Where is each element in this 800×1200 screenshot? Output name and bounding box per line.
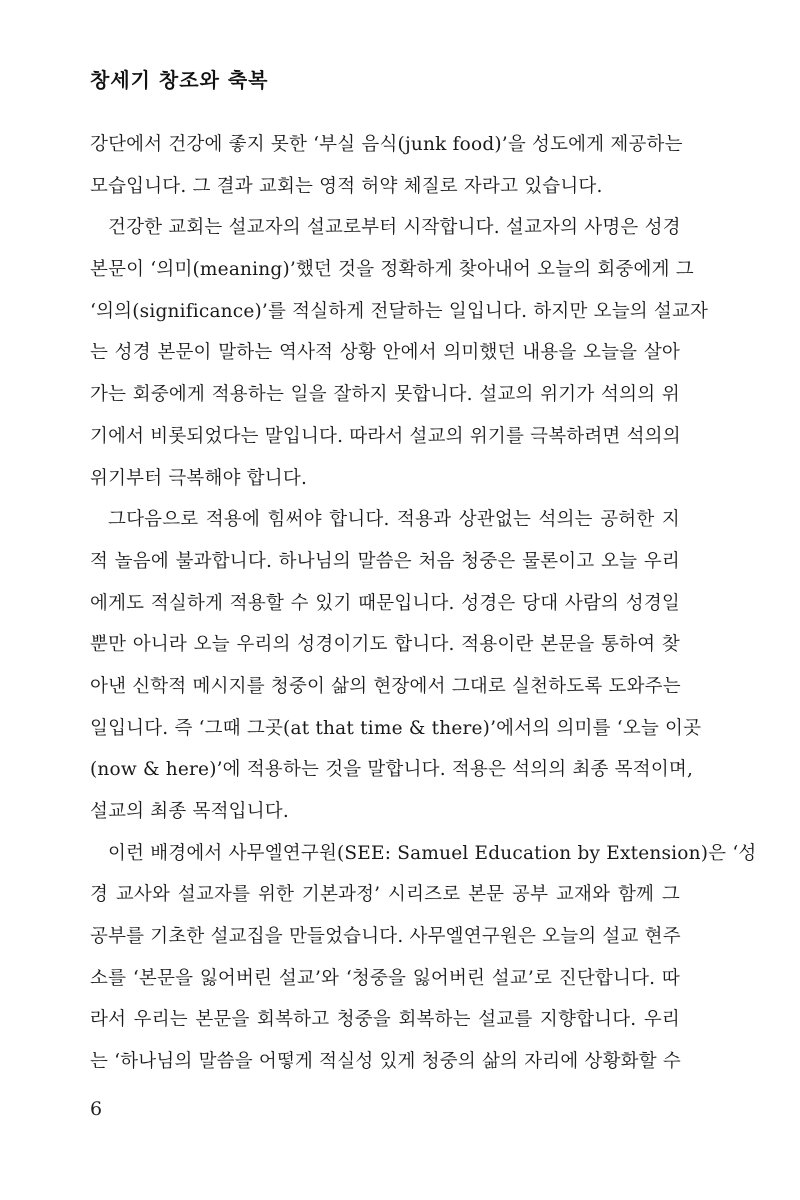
page-number: 6	[90, 1098, 103, 1120]
text-line: 라서 우리는 본문을 회복하고 청중을 회복하는 설교를 지향합니다. 우리	[90, 1009, 680, 1031]
body-text	[90, 124, 757, 1083]
running-header: 창세기 창조와 축복	[90, 68, 269, 92]
text-line: 는 성경 본문이 말하는 역사적 상황 안에서 의미했던 내용을 오늘을 살아	[90, 342, 680, 364]
text-line: 적 놀음에 불과합니다. 하나님의 말씀은 처음 청중은 물론이고 오늘 우리	[90, 550, 680, 572]
text-line: 일입니다. 즉 ‘그때 그곳(at that time & there)’에서의 의미를 ‘오늘 이곳	[90, 717, 702, 739]
text-line: 소를 ‘본문을 잃어버린 설교’와 ‘청중을 잃어버린 설교’로 진단합니다. 따	[90, 967, 680, 989]
text-line: 아낸 신학적 메시지를 청중이 삶의 현장에서 그대로 실천하도록 도와주는	[90, 675, 681, 697]
text-line: 설교의 최종 목적입니다.	[90, 801, 289, 822]
text-line: 기에서 비롯되었다는 말입니다. 따라서 설교의 위기를 극복하려면 석의의	[90, 425, 681, 447]
text-line: 건강한 교회는 설교자의 설교로부터 시작합니다. 설교자의 사명은 성경	[108, 217, 681, 239]
text-line: 는 ‘하나님의 말씀을 어떻게 적실성 있게 청중의 삶의 자리에 상황화할 수	[90, 1051, 681, 1073]
text-line: 가는 회중에게 적용하는 일을 잘하지 못합니다. 설교의 위기가 석의의 위	[90, 384, 680, 406]
text-line: ‘의의(significance)’를 적실하게 전달하는 일입니다. 하지만 오늘의 설교자	[90, 300, 709, 322]
text-line: 에게도 적실하게 적용할 수 있기 때문입니다. 성경은 당대 사람의 성경일	[90, 592, 680, 614]
text-line: 모습입니다. 그 결과 교회는 영적 허약 체질로 자라고 있습니다.	[90, 175, 603, 197]
text-line: (now & here)’에 적용하는 것을 말합니다. 적용은 석의의 최종 목적이며,	[90, 759, 694, 781]
text-line: 이런 배경에서 사무엘연구원(SEE: Samuel Education by Extension)은 ‘성	[108, 842, 757, 864]
text-line: 강단에서 건강에 좋지 못한 ‘부실 음식(junk food)’을 성도에게 제공하는	[90, 134, 683, 155]
text-line: 경 교사와 설교자를 위한 기본과정’ 시리즈로 본문 공부 교재와 함께 그	[90, 884, 680, 906]
text-line: 뿐만 아니라 오늘 우리의 성경이기도 합니다. 적용이란 본문을 통하여 찾	[90, 634, 680, 656]
text-line: 그다음으로 적용에 힘써야 합니다. 적용과 상관없는 석의는 공허한 지	[108, 509, 680, 531]
text-line: 본문이 ‘의미(meaning)’했던 것을 정확하게 찾아내어 오늘의 회중에게 그	[90, 259, 694, 281]
text-line: 위기부터 극복해야 합니다.	[90, 467, 308, 489]
text-line: 공부를 기초한 설교집을 만들었습니다. 사무엘연구원은 오늘의 설교 현주	[90, 926, 681, 948]
